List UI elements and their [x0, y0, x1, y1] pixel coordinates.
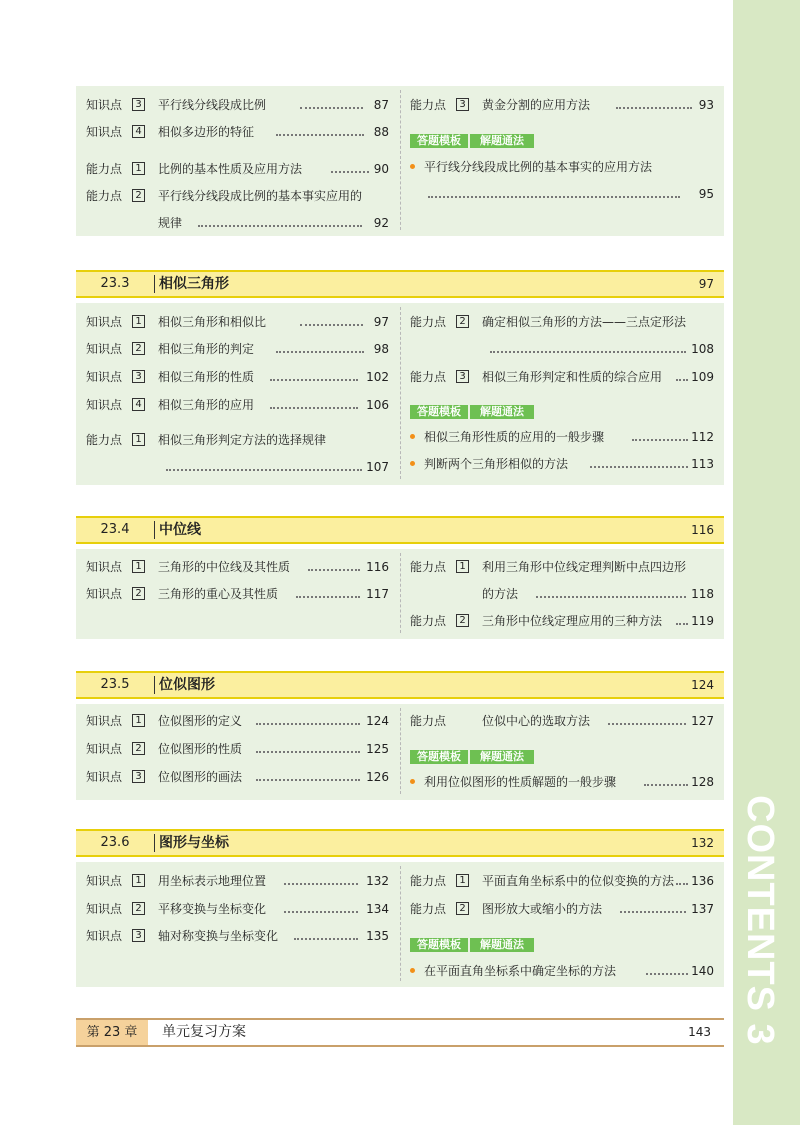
- dot-leader: [620, 911, 686, 913]
- section-title: 位似图形: [159, 677, 215, 693]
- entry-label: 知识点: [86, 902, 123, 916]
- toc-entry-continuation[interactable]: [410, 340, 714, 358]
- entry-label: 能力点: [410, 370, 447, 384]
- toc-entry[interactable]: [86, 585, 389, 603]
- entry-label: 知识点: [86, 770, 123, 784]
- toc-entry[interactable]: [86, 927, 389, 945]
- dot-leader: [276, 351, 364, 353]
- entry-label: 能力点: [86, 433, 123, 447]
- toc-entry[interactable]: [410, 313, 714, 331]
- entry-number: 1: [132, 315, 145, 328]
- entry-number: 3: [456, 98, 469, 111]
- entry-page: 107: [366, 460, 389, 474]
- toc-entry[interactable]: [86, 187, 389, 205]
- entry-number: 2: [132, 342, 145, 355]
- toc-entry[interactable]: [86, 340, 389, 358]
- badge-right: 解题通法: [470, 750, 534, 764]
- entry-title: 相似三角形判定和性质的综合应用: [482, 370, 663, 384]
- dot-leader: [198, 225, 362, 227]
- toc-entry[interactable]: [86, 558, 389, 576]
- toc-entry[interactable]: [410, 872, 714, 890]
- entry-label: 能力点: [410, 98, 447, 112]
- entry-label: 能力点: [410, 874, 447, 888]
- entry-page: 112: [691, 430, 714, 444]
- dot-leader: [296, 596, 360, 598]
- bullet-icon: [410, 164, 415, 169]
- entry-page: 134: [366, 902, 389, 916]
- dot-leader: [632, 439, 688, 441]
- entry-page: 87: [373, 98, 389, 112]
- answer-template-badge: [410, 750, 536, 764]
- dot-leader: [300, 107, 363, 109]
- entry-title: 利用三角形中位线定理判断中点四边形: [482, 560, 687, 574]
- toc-entry[interactable]: [410, 368, 714, 386]
- entry-title: 相似三角形性质的应用的一般步骤: [424, 430, 605, 444]
- entry-page: 136: [691, 874, 714, 888]
- chapter-page: 143: [688, 1025, 711, 1039]
- toc-bullet-entry[interactable]: [424, 455, 714, 473]
- entry-number: 1: [132, 714, 145, 727]
- entry-page: 135: [366, 929, 389, 943]
- entry-label: 知识点: [86, 342, 123, 356]
- entry-page: 90: [373, 162, 389, 176]
- section-number: 23.6: [100, 835, 130, 850]
- entry-title: 轴对称变换与坐标变化: [158, 929, 279, 943]
- entry-title: 相似三角形的性质: [158, 370, 255, 384]
- entry-label: 知识点: [86, 874, 123, 888]
- entry-label: 能力点: [410, 614, 447, 628]
- entry-number: 3: [132, 770, 145, 783]
- badge-right: 解题通法: [470, 405, 534, 419]
- entry-page: 128: [691, 775, 714, 789]
- entry-number: 3: [132, 98, 145, 111]
- toc-entry[interactable]: [86, 396, 389, 414]
- section-divider: [154, 834, 155, 852]
- entry-title: 黄金分割的应用方法: [482, 98, 591, 112]
- dot-leader: [166, 469, 362, 471]
- toc-entry[interactable]: [410, 612, 714, 630]
- chapter-review-entry[interactable]: [76, 1018, 724, 1047]
- entry-page: 126: [366, 770, 389, 784]
- entry-page: 108: [691, 342, 714, 356]
- entry-number: 1: [132, 874, 145, 887]
- toc-entry-continuation[interactable]: [410, 585, 714, 603]
- section-divider: [154, 275, 155, 293]
- entry-title: 位似图形的画法: [158, 770, 243, 784]
- section-title: 图形与坐标: [159, 835, 229, 851]
- contents-vertical-label: CONTENTS 3: [739, 795, 781, 1046]
- dot-leader: [270, 379, 358, 381]
- entry-label: 知识点: [86, 742, 123, 756]
- toc-entry[interactable]: [86, 160, 389, 178]
- toc-entry[interactable]: [86, 712, 389, 730]
- entry-page: 127: [691, 714, 714, 728]
- entry-number: 3: [132, 370, 145, 383]
- badge-left: 答题模板: [410, 938, 468, 952]
- section-divider: [154, 521, 155, 539]
- column-divider: [400, 553, 401, 633]
- entry-title: 三角形的重心及其性质: [158, 587, 279, 601]
- entry-title: 相似多边形的特征: [158, 125, 255, 139]
- entry-number: 2: [132, 587, 145, 600]
- entry-page: 98: [373, 342, 389, 356]
- section-number: 23.3: [100, 276, 130, 291]
- entry-title: 平行线分线段成比例的基本事实应用的: [158, 189, 363, 203]
- entry-label: 知识点: [86, 714, 123, 728]
- dot-leader: [308, 569, 360, 571]
- entry-page: 140: [691, 964, 714, 978]
- entry-title: 确定相似三角形的方法——三点定形法: [482, 315, 687, 329]
- column-divider: [400, 866, 401, 981]
- dot-leader: [676, 623, 688, 625]
- entry-title: 位似图形的定义: [158, 714, 243, 728]
- bullet-icon: [410, 968, 415, 973]
- dot-leader: [536, 596, 686, 598]
- entry-label: 能力点: [410, 902, 447, 916]
- entry-number: 1: [456, 560, 469, 573]
- entry-title: 在平面直角坐标系中确定坐标的方法: [424, 964, 617, 978]
- answer-template-badge: [410, 405, 536, 419]
- entry-title: 判断两个三角形相似的方法: [424, 457, 569, 471]
- section-header: [76, 270, 724, 298]
- bullet-icon: [410, 461, 415, 466]
- toc-entry[interactable]: [86, 368, 389, 386]
- entry-page: 92: [373, 216, 389, 230]
- section-page: 116: [691, 523, 714, 537]
- dot-leader: [676, 379, 688, 381]
- section-title: 中位线: [159, 522, 201, 538]
- column-divider: [400, 708, 401, 794]
- toc-entry[interactable]: [410, 712, 714, 730]
- entry-title: 三角形中位线定理应用的三种方法: [482, 614, 663, 628]
- entry-label: 能力点: [410, 560, 447, 574]
- dot-leader: [608, 723, 686, 725]
- entry-page: 97: [373, 315, 389, 329]
- entry-page: 109: [691, 370, 714, 384]
- dot-leader: [256, 779, 360, 781]
- entry-title: 规律: [158, 216, 183, 230]
- entry-page: 118: [691, 587, 714, 601]
- badge-left: 答题模板: [410, 750, 468, 764]
- column-divider: [400, 90, 401, 230]
- section-page: 97: [698, 277, 714, 291]
- section-number: 23.4: [100, 522, 130, 537]
- entry-title: 平行线分线段成比例的基本事实的应用方法: [424, 160, 653, 174]
- section-number: 23.5: [100, 677, 130, 692]
- entry-number: 1: [456, 874, 469, 887]
- toc-entry[interactable]: [86, 740, 389, 758]
- toc-entry[interactable]: [86, 872, 389, 890]
- entry-number: 2: [132, 902, 145, 915]
- entry-page: 95: [698, 187, 714, 201]
- badge-left: 答题模板: [410, 405, 468, 419]
- chapter-number: 第 23 章: [76, 1020, 148, 1045]
- entry-title: 利用位似图形的性质解题的一般步骤: [424, 775, 617, 789]
- entry-number: 1: [132, 162, 145, 175]
- dot-leader: [646, 973, 688, 975]
- entry-number: 1: [132, 560, 145, 573]
- entry-label: 能力点: [410, 714, 447, 728]
- toc-entry[interactable]: [86, 431, 389, 449]
- entry-page: 125: [366, 742, 389, 756]
- column-divider: [400, 307, 401, 479]
- toc-entry[interactable]: [410, 96, 714, 114]
- toc-entry[interactable]: [410, 558, 714, 576]
- entry-number: 3: [132, 929, 145, 942]
- entry-label: 知识点: [86, 929, 123, 943]
- dot-leader: [294, 938, 358, 940]
- entry-page: 117: [366, 587, 389, 601]
- answer-template-badge: [410, 938, 536, 952]
- toc-entry[interactable]: [86, 96, 389, 114]
- entry-number: 2: [456, 614, 469, 627]
- dot-leader: [256, 723, 360, 725]
- entry-number: 1: [132, 433, 145, 446]
- entry-title: 平行线分线段成比例: [158, 98, 267, 112]
- section-title: 相似三角形: [159, 276, 229, 292]
- entry-label: 知识点: [86, 587, 123, 601]
- entry-number: 2: [456, 315, 469, 328]
- entry-title: 三角形的中位线及其性质: [158, 560, 291, 574]
- toc-bullet-entry[interactable]: [424, 158, 714, 176]
- dot-leader: [644, 784, 688, 786]
- entry-title: 用坐标表示地理位置: [158, 874, 267, 888]
- entry-page: 132: [366, 874, 389, 888]
- entry-page: 102: [366, 370, 389, 384]
- entry-label: 能力点: [86, 162, 123, 176]
- answer-template-badge: [410, 134, 536, 148]
- dot-leader: [284, 883, 358, 885]
- entry-title: 比例的基本性质及应用方法: [158, 162, 303, 176]
- entry-page: 116: [366, 560, 389, 574]
- entry-title: 相似三角形的应用: [158, 398, 255, 412]
- entry-label: 能力点: [410, 315, 447, 329]
- bullet-icon: [410, 434, 415, 439]
- entry-title: 图形放大或缩小的方法: [482, 902, 603, 916]
- toc-entry-continuation[interactable]: [86, 458, 389, 476]
- dot-leader: [256, 751, 360, 753]
- dot-leader: [490, 351, 686, 353]
- entry-label: 知识点: [86, 125, 123, 139]
- toc-entry[interactable]: [410, 900, 714, 918]
- entry-title: 位似中心的选取方法: [482, 714, 591, 728]
- dot-leader: [590, 466, 688, 468]
- toc-bullet-continuation[interactable]: [424, 185, 714, 203]
- toc-entry[interactable]: [86, 768, 389, 786]
- entry-title: 相似三角形和相似比: [158, 315, 267, 329]
- section-header: [76, 671, 724, 699]
- toc-entry[interactable]: [86, 900, 389, 918]
- entry-page: 88: [373, 125, 389, 139]
- section-page: 124: [691, 678, 714, 692]
- dot-leader: [676, 883, 688, 885]
- dot-leader: [428, 196, 680, 198]
- entry-number: 2: [132, 189, 145, 202]
- toc-entry[interactable]: [86, 313, 389, 331]
- entry-label: 能力点: [86, 189, 123, 203]
- section-header: [76, 516, 724, 544]
- entry-title: 位似图形的性质: [158, 742, 243, 756]
- entry-number: 4: [132, 398, 145, 411]
- entry-number: 2: [132, 742, 145, 755]
- badge-right: 解题通法: [470, 134, 534, 148]
- chapter-title: 单元复习方案: [162, 1024, 246, 1040]
- entry-title: 平移变换与坐标变化: [158, 902, 267, 916]
- entry-title: 平面直角坐标系中的位似变换的方法: [482, 874, 675, 888]
- entry-label: 知识点: [86, 98, 123, 112]
- toc-bullet-entry[interactable]: [424, 773, 714, 791]
- entry-label: 知识点: [86, 398, 123, 412]
- entry-page: 124: [366, 714, 389, 728]
- dot-leader: [331, 171, 369, 173]
- dot-leader: [284, 911, 358, 913]
- entry-number: 4: [132, 125, 145, 138]
- entry-label: 知识点: [86, 315, 123, 329]
- toc-bullet-entry[interactable]: [424, 428, 714, 446]
- dot-leader: [276, 134, 364, 136]
- entry-page: 106: [366, 398, 389, 412]
- entry-title: 相似三角形判定方法的选择规律: [158, 433, 327, 447]
- bullet-icon: [410, 779, 415, 784]
- section-header: [76, 829, 724, 857]
- toc-entry[interactable]: [86, 123, 389, 141]
- entry-page: 137: [691, 902, 714, 916]
- badge-right: 解题通法: [470, 938, 534, 952]
- toc-bullet-entry[interactable]: [424, 962, 714, 980]
- entry-title: 的方法: [482, 587, 519, 601]
- entry-page: 93: [698, 98, 714, 112]
- dot-leader: [270, 407, 358, 409]
- entry-number: 3: [456, 370, 469, 383]
- badge-left: 答题模板: [410, 134, 468, 148]
- dot-leader: [300, 324, 363, 326]
- entry-number: 2: [456, 902, 469, 915]
- entry-page: 113: [691, 457, 714, 471]
- section-divider: [154, 676, 155, 694]
- entry-title: 相似三角形的判定: [158, 342, 255, 356]
- toc-entry-continuation[interactable]: [86, 214, 389, 232]
- entry-label: 知识点: [86, 560, 123, 574]
- section-page: 132: [691, 836, 714, 850]
- dot-leader: [616, 107, 692, 109]
- entry-page: 119: [691, 614, 714, 628]
- entry-label: 知识点: [86, 370, 123, 384]
